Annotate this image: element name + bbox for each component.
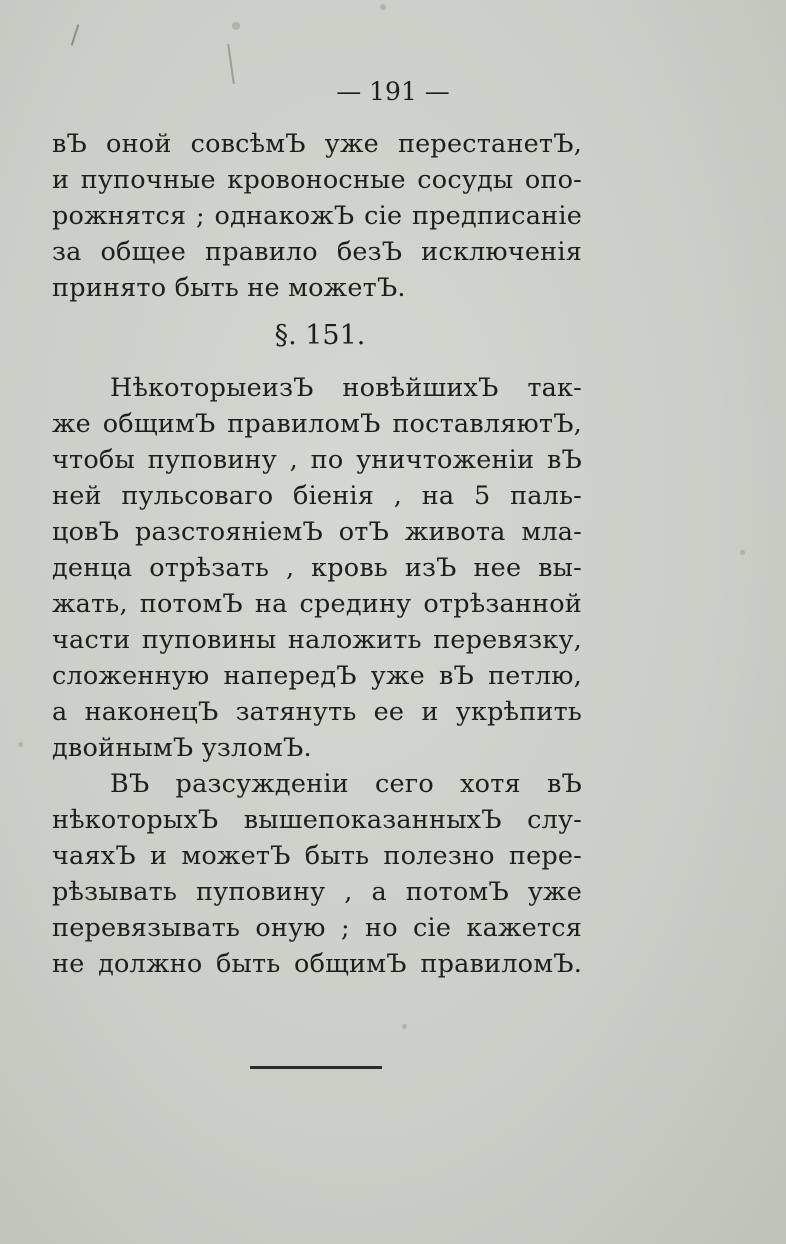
page-number: — 191 —: [336, 77, 450, 106]
page-spot: [380, 4, 386, 10]
text-line: цовЪ разстояніемЪ отЪ живота мла-: [52, 517, 582, 547]
closing-rule: [250, 1066, 382, 1069]
text-line: жать, потомЪ на средину отрѣзанной: [52, 589, 582, 619]
text-line: НѣкоторыеизЪ новѣйшихЪ так-: [110, 373, 582, 403]
text-line: вЪ оной совсѣмЪ уже перестанетЪ,: [52, 129, 582, 159]
section-heading: §. 151.: [274, 320, 366, 351]
text-line: ней пульсоваго біенія , на 5 паль-: [52, 481, 582, 511]
text-line: чаяхЪ и можетЪ быть полезно пере-: [52, 841, 582, 871]
page-smudge: [71, 24, 80, 46]
text-line: перевязывать оную ; но сіе кажется: [52, 913, 582, 943]
text-line: и пупочные кровоносные сосуды опо-: [52, 165, 582, 195]
page-spot: [232, 22, 240, 30]
text-line: сложенную напередЪ уже вЪ петлю,: [52, 661, 582, 691]
text-line: рѣзывать пуповину , а потомЪ уже: [52, 877, 582, 907]
text-line: рожнятся ; однакожЪ сіе предписаніе: [52, 201, 582, 231]
page-spot: [740, 550, 745, 555]
text-line: принято быть не можетЪ.: [52, 273, 406, 303]
text-line: чтобы пуповину , по уничтоженіи вЪ: [52, 445, 582, 475]
text-line: нѣкоторыхЪ вышепоказанныхЪ слу-: [52, 805, 582, 835]
page-spot: [18, 742, 23, 747]
text-line: не должно быть общимЪ правиломЪ.: [52, 949, 582, 979]
text-line: части пуповины наложить перевязку,: [52, 625, 582, 655]
text-line: денца отрѣзать , кровь изЪ нее вы-: [52, 553, 582, 583]
text-line: же общимЪ правиломЪ поставляютЪ,: [52, 409, 582, 439]
text-line: двойнымЪ узломЪ.: [52, 733, 312, 763]
text-line: за общее правило безЪ исключенія: [52, 237, 582, 267]
text-line: ВЪ разсужденіи сего хотя вЪ: [110, 769, 582, 799]
page-spot: [402, 1024, 407, 1029]
text-line: а наконецЪ затянуть ее и укрѣпить: [52, 697, 582, 727]
